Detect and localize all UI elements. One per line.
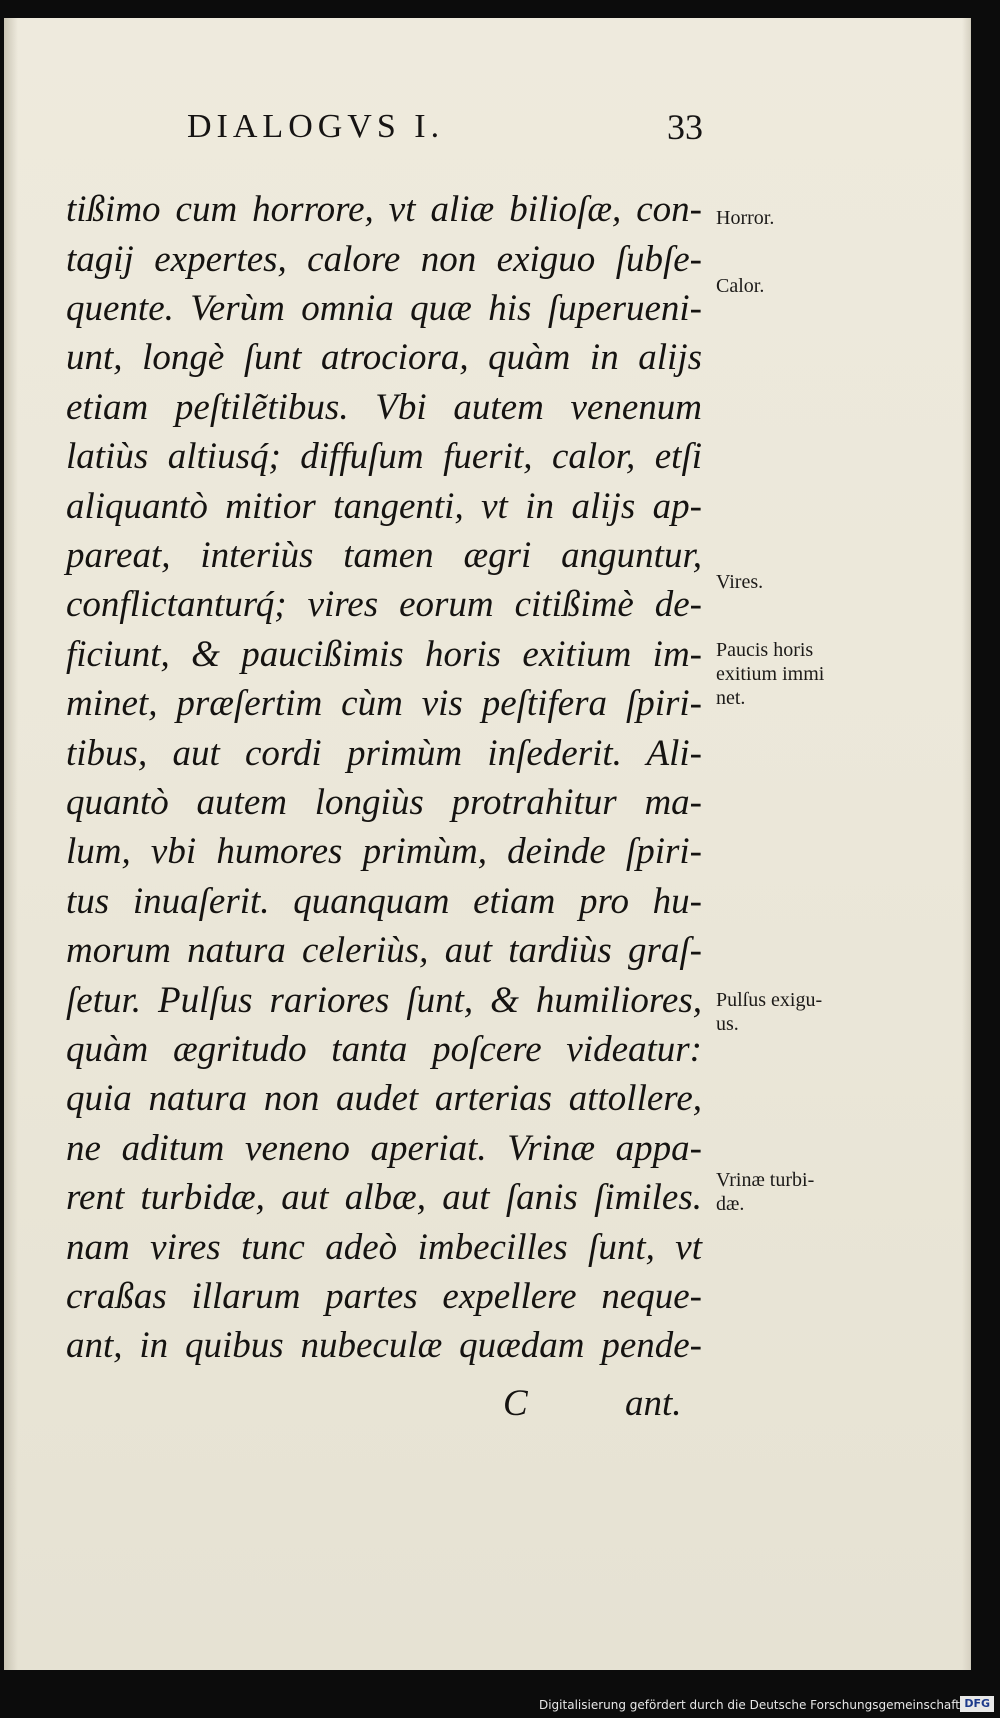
margin-note-line: Pulſus exigu- (716, 989, 823, 1011)
catchword: ant. (625, 1383, 682, 1424)
text-line: quàm ægritudo tanta poſcere videatur: (66, 1029, 702, 1070)
margin-note-calor (716, 274, 842, 298)
text-line: etiam peſtilẽtibus. Vbi autem venenum (66, 387, 702, 428)
text-line: latiùs altiusq́; diffuſum fuerit, calor, etſi (66, 436, 702, 477)
margin-note-paucis-horis (716, 638, 842, 710)
margin-note-pulsus (716, 988, 842, 1036)
margin-note-line: us. (716, 1013, 739, 1035)
text-line: craßas illarum partes expellere neque- (66, 1276, 702, 1317)
margin-note-line: Calor. (716, 275, 765, 297)
margin-note-line: Paucis horis (716, 639, 814, 661)
text-line: ſetur. Pulſus rariores ſunt, & humiliores, (66, 980, 702, 1021)
text-line: tus inuaſerit. quanquam etiam pro hu- (66, 881, 702, 922)
text-line: lum, vbi humores primùm, deinde ſpiri- (66, 831, 702, 872)
book-page (4, 18, 971, 1670)
text-line: quia natura non audet arterias attollere, (66, 1078, 702, 1119)
footer-bar (0, 1688, 1000, 1718)
text-line: tagij expertes, calore non exiguo ſubſe- (66, 239, 702, 280)
margin-note-line: net. (716, 687, 746, 709)
margin-note-line: Vires. (716, 571, 764, 593)
margin-note-line: Horror. (716, 207, 775, 229)
text-line: unt, longè ſunt atrociora, quàm in alijs (66, 337, 702, 378)
text-line: ant, in quibus nubeculæ quædam pende- (66, 1325, 702, 1366)
text-line: quente. Verùm omnia quæ his ſuperueni- (66, 288, 702, 329)
text-line: pareat, interiùs tamen ægri anguntur, (66, 535, 702, 576)
text-line: quantò autem longiùs protrahitur ma- (66, 782, 702, 823)
text-line: nam vires tunc adeò imbecilles ſunt, vt (66, 1227, 702, 1268)
text-line: rent turbidæ, aut albæ, aut ſanis ſimiles. (66, 1177, 702, 1218)
margin-note-line: Vrinæ turbi- (716, 1169, 815, 1191)
catchword-line (4, 1382, 970, 1426)
text-line: aliquantò mitior tangenti, vt in alijs ap- (66, 486, 702, 527)
text-line: morum natura celeriùs, aut tardiùs graſ- (66, 930, 702, 971)
page-number: 33 (667, 107, 703, 147)
text-line: ne aditum veneno aperiat. Vrinæ appa- (66, 1128, 702, 1169)
margin-note-line: dæ. (716, 1193, 745, 1215)
running-header: DIALOGVS I. (187, 108, 445, 145)
margin-note-vrinae (716, 1168, 842, 1216)
margin-note-horror (716, 206, 842, 230)
funding-credit: Digitalisierung gefördert durch die Deutsche Forschungsgemeinschaft (538, 1698, 960, 1712)
text-line: tißimo cum horrore, vt aliæ bilioſæ, con- (66, 189, 702, 230)
text-line: ficiunt, & paucißimis horis exitium im- (66, 634, 702, 675)
text-line: tibus, aut cordi primùm inſederit. Ali- (66, 733, 702, 774)
text-line: conflictanturq́; vires eorum citißimè de- (66, 584, 702, 625)
dfg-logo: DFG (960, 1696, 994, 1712)
margin-note-vires (716, 570, 842, 594)
signature-mark: C (503, 1383, 528, 1424)
text-line: minet, præſertim cùm vis peſtifera ſpiri- (66, 683, 702, 724)
margin-note-line: exitium immi (716, 663, 825, 685)
